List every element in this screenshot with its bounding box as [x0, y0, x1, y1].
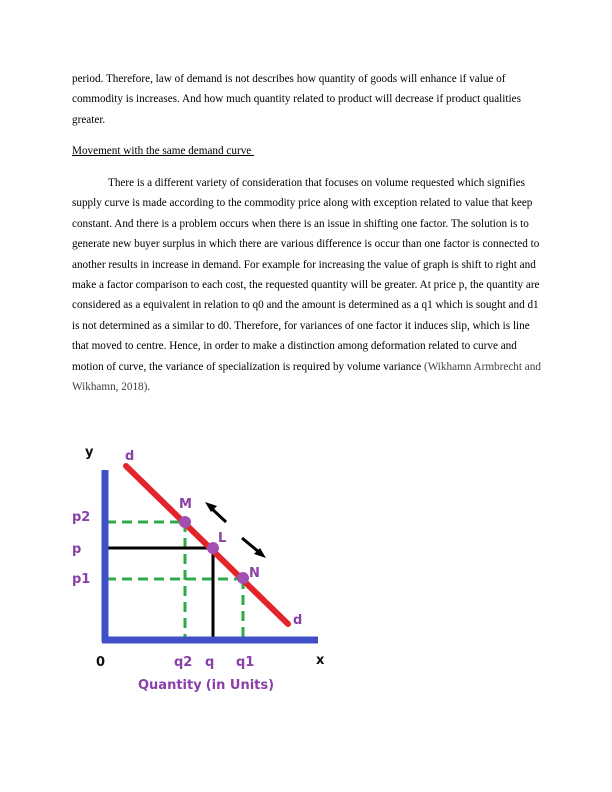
quantity-label-q: q	[205, 655, 215, 670]
section-heading: Movement with the same demand curve	[72, 145, 255, 157]
x-axis-label: x	[316, 653, 325, 668]
axis-title	[138, 678, 274, 693]
demand-curve	[126, 466, 288, 624]
paragraph-2-text: There is a different variety of consideration that focuses on volume requested which signifies supply curve is made according to the commodity price along with exception related to value that keep constant. And there is a problem occurs when there is an issue in shifting one factor. The solution is to generate new buyer surplus in which there are various difference is occur than one factor is connected to another results in increase in demand. For example for increasing the value of graph is shift to right and make a factor comparison to each cost, the requested quantity will be greater. At price p, the quantity are considered as a equivalent in relation to q0 and the amount is determined as a q1 which is sought and d1 is not determined as a similar to d0. Therefore, for variances of one factor it induces slip, which is line that moved to centre. Hence, in order to make a distinction among deformation related to curve and motion of curve, the variance of specialization is required by volume variance	[72, 177, 540, 373]
axis-title-unit: (in Units)	[205, 678, 275, 693]
point-n	[237, 572, 249, 584]
quantity-label-q1: q1	[236, 655, 255, 670]
curve-label-top: d	[125, 449, 135, 464]
point-label-n: N	[249, 566, 260, 581]
quantity-label-q2: q2	[174, 655, 193, 670]
price-label-p2: p2	[72, 510, 91, 525]
paragraph-2-end: .	[147, 381, 151, 394]
origin-label: 0	[96, 655, 106, 670]
paragraph-1: period. Therefore, law of demand is not describes how quantity of goods will enhance if value of commodity is increases. And how much quantity related to product will decrease if product qualities greater.	[72, 73, 521, 126]
paragraph-2	[72, 173, 542, 397]
price-label-p1: p1	[72, 572, 91, 587]
axis-title-quantity: Quantity	[138, 678, 202, 693]
price-label-p: p	[72, 542, 82, 557]
citation: (Wikhamn Armbrecht and Wikhamn, 2018)	[72, 360, 541, 394]
curve-label-bottom: d	[293, 613, 303, 628]
point-label-l: L	[218, 531, 227, 546]
y-axis-label: y	[85, 445, 94, 460]
point-label-m: M	[179, 497, 192, 512]
demand-curve-figure	[68, 432, 330, 698]
point-m	[179, 516, 191, 528]
